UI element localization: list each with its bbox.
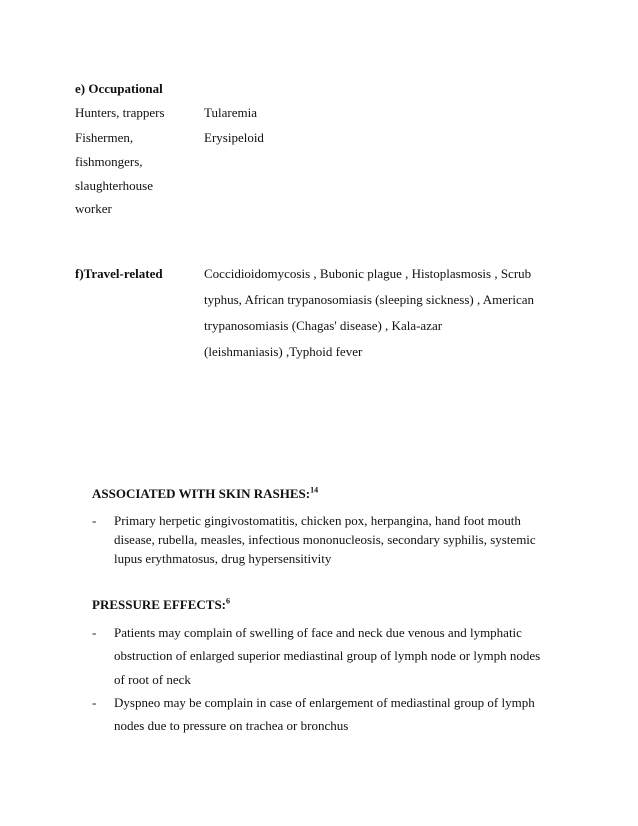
pressure-heading-text: PRESSURE EFFECTS: bbox=[92, 597, 226, 612]
bullet-marker: - bbox=[92, 625, 97, 640]
occupation-label: fishmongers, bbox=[75, 154, 143, 169]
skin-rashes-heading-text: ASSOCIATED WITH SKIN RASHES: bbox=[92, 486, 311, 501]
bullet-marker: - bbox=[92, 513, 97, 528]
bullet-text-line: of root of neck bbox=[114, 672, 191, 687]
travel-text-line: Coccidioidomycosis , Bubonic plague , Histoplasmosis , Scrub bbox=[204, 266, 532, 281]
occupation-label: Hunters, trappers bbox=[75, 105, 165, 120]
occupation-label: worker bbox=[75, 201, 112, 216]
bullet-text-line: Primary herpetic gingivostomatitis, chicken pox, herpangina, hand foot mouth bbox=[114, 513, 521, 528]
occupation-label: Fishermen, bbox=[75, 130, 134, 145]
bullet-marker: - bbox=[92, 695, 97, 710]
bullet-text-line: Patients may complain of swelling of face and neck due venous and lymphatic bbox=[114, 625, 522, 640]
travel-heading: f)Travel-related bbox=[75, 266, 163, 281]
skin-rashes-ref: 14 bbox=[310, 485, 319, 495]
occupational-heading: e) Occupational bbox=[75, 81, 163, 96]
travel-text-line: typhus, African trypanosomiasis (sleeping sickness) , American bbox=[204, 292, 534, 307]
occupation-label: slaughterhouse bbox=[75, 178, 153, 193]
bullet-text-line: obstruction of enlarged superior mediastinal group of lymph node or lymph nodes bbox=[114, 648, 541, 663]
pressure-heading bbox=[92, 597, 230, 613]
bullet-text-line: nodes due to pressure on trachea or bronchus bbox=[114, 718, 349, 733]
skin-rashes-heading bbox=[92, 486, 318, 502]
pressure-ref: 6 bbox=[226, 596, 230, 606]
travel-text-line: trypanosomiasis (Chagas' disease) , Kala-azar bbox=[204, 318, 443, 333]
disease-label: Erysipeloid bbox=[204, 130, 264, 145]
bullet-text-line: Dyspneo may be complain in case of enlargement of mediastinal group of lymph bbox=[114, 695, 535, 710]
bullet-text-line: lupus erythmatosus, drug hypersensitivity bbox=[114, 551, 332, 566]
bullet-text-line: disease, rubella, measles, infectious mononucleosis, secondary syphilis, systemic bbox=[114, 532, 536, 547]
travel-text-line: (leishmaniasis) ,Typhoid fever bbox=[204, 344, 363, 359]
disease-label: Tularemia bbox=[204, 105, 257, 120]
